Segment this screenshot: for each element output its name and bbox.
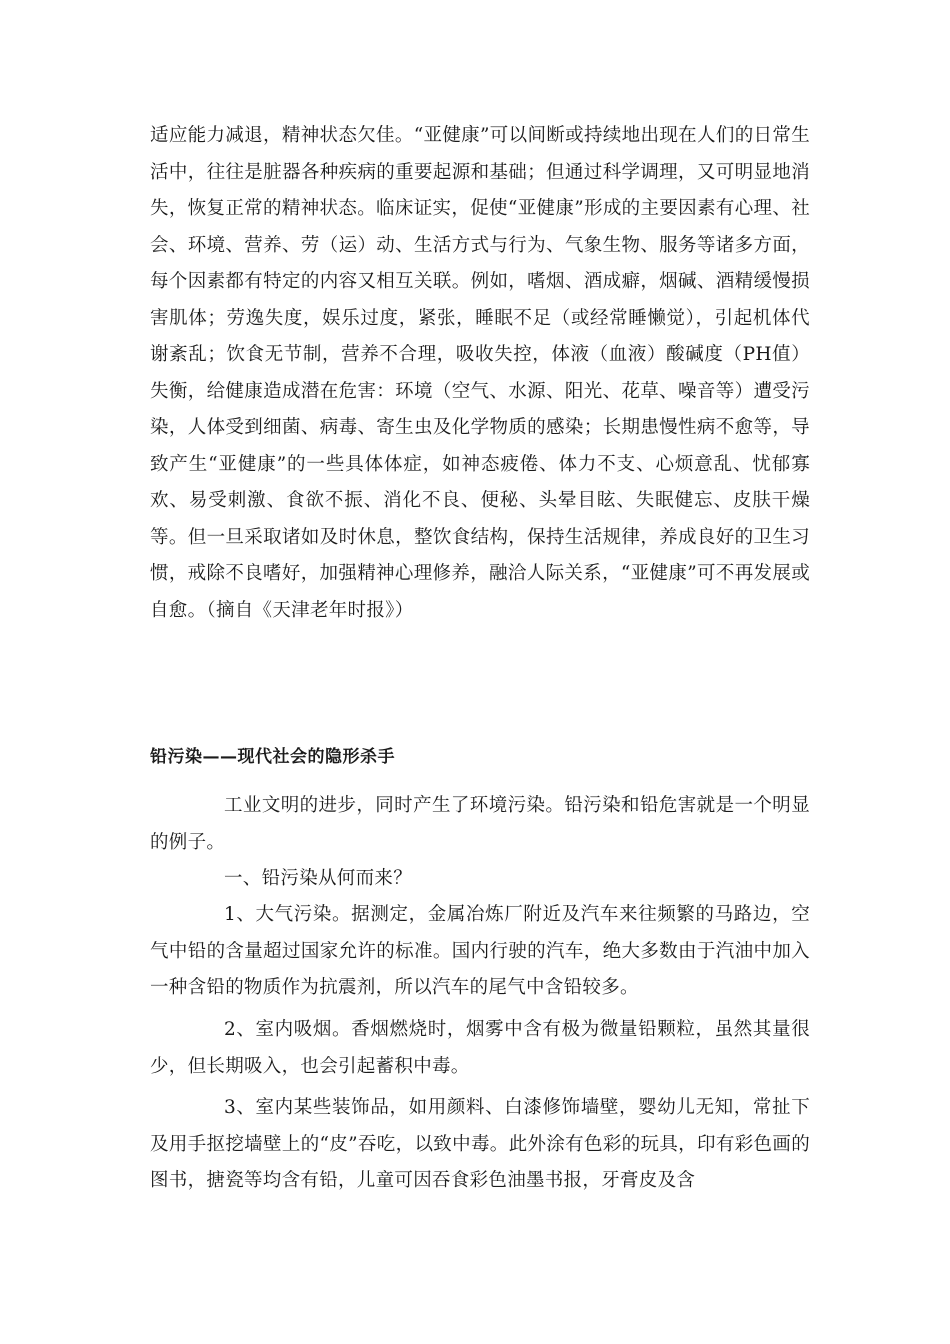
article-title: 铅污染——现代社会的隐形杀手 <box>150 747 395 767</box>
article-paragraph-1: 工业文明的进步，同时产生了环境污染。铅污染和铅危害就是一个明显的例子。 <box>150 795 810 853</box>
section-heading-lead-sources: 一、铅污染从何而来？ <box>224 868 413 889</box>
article-paragraph-decorations: 3、室内某些装饰品，如用颜料、白漆修饰墙壁，婴幼儿无知，常扯下及用手抠挖墙壁上的“皮”吞吃，以致中毒。此外涂有色彩的玩具，印有彩色画的图书，搪瓷等均含有铅，儿童可因吞食彩色油墨书报，牙膏皮及含 <box>150 1097 810 1191</box>
intro-paragraph: 适应能力减退，精神状态欠佳。“亚健康”可以间断或持续地出现在人们的日常生活中，往往是脏器各种疾病的重要起源和基础；但通过科学调理，又可明显地消失，恢复正常的精神状态。临床证实，促使“亚健康”形成的主要因素有心理、社会、环境、营养、劳（运）动、生活方式与行为、气象生物、服务等诸多方面，每个因素都有特定的内容又相互关联。例如，嗜烟、酒成癖，烟碱、酒精缓慢损害肌体；劳逸失度，娱乐过度，紧张，睡眠不足（或经常睡懒觉），引起机体代谢紊乱；饮食无节制，营养不合理，吸收失控，体液（血液）酸碱度（PH值）失衡，给健康造成潜在危害：环境（空气、水源、阳光、花草、噪音等）遭受污染，人体受到细菌、病毒、寄生虫及化学物质的感染；长期患慢性病不愈等，导致产生“亚健康”的一些具体体症，如神态疲倦、体力不支、心烦意乱、忧郁寡欢、易受刺激、食欲不振、消化不良、便秘、头晕目眩、失眠健忘、皮肤干燥等。但一旦采取诸如及时休息，整饮食结构，保持生活规律，养成良好的卫生习惯，戒除不良嗜好，加强精神心理修养，融洽人际关系，“亚健康”可不再发展或自愈。（摘自《天津老年时报》） <box>150 125 810 621</box>
article-paragraph-air-pollution: 1、大气污染。据测定，金属冶炼厂附近及汽车来往频繁的马路边，空气中铅的含量超过国家允许的标准。国内行驶的汽车，绝大多数由于汽油中加入一种含铅的物质作为抗震剂，所以汽车的尾气中含铅较多。 <box>150 904 810 998</box>
article-paragraph-indoor-smoking: 2、室内吸烟。香烟燃烧时，烟雾中含有极为微量铅颗粒，虽然其量很少，但长期吸入，也会引起蓄积中毒。 <box>150 1019 810 1077</box>
